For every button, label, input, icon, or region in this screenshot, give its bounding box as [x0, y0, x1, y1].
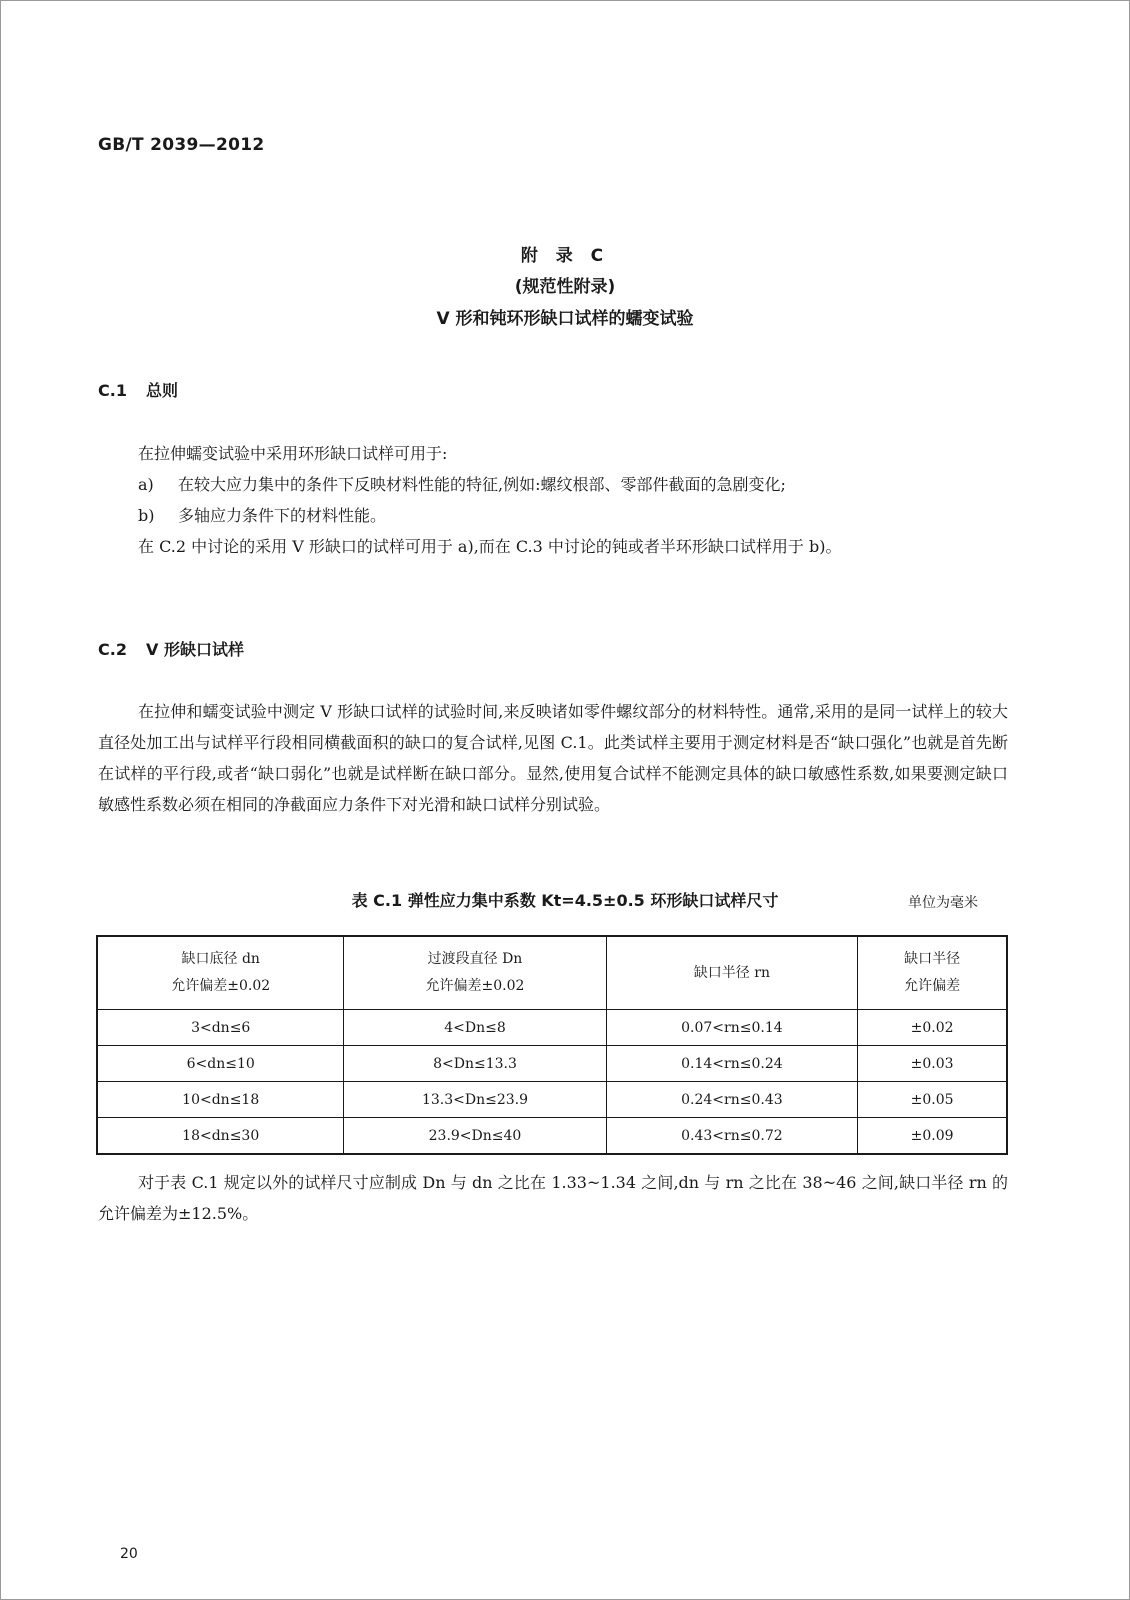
- table-cell: ±0.03: [858, 1046, 1007, 1082]
- header-notch-root-diameter: 缺口底径 dn 允许偏差±0.02: [97, 936, 344, 1010]
- list-text: 在较大应力集中的条件下反映材料性能的特征,例如:螺纹根部、零部件截面的急剧变化;: [178, 475, 786, 494]
- list-item-b: [138, 500, 1008, 531]
- header-radius-tolerance: 缺口半径 允许偏差: [858, 936, 1007, 1010]
- table-row: [97, 1046, 1007, 1082]
- table-cell: 0.24<rn≤0.43: [606, 1082, 858, 1118]
- section-title: 总则: [146, 381, 179, 400]
- page-number: 20: [120, 1546, 138, 1562]
- list-label: a): [138, 475, 154, 494]
- table-cell: 13.3<Dn≤23.9: [344, 1082, 606, 1118]
- table-cell: ±0.05: [858, 1082, 1007, 1118]
- paragraph-intro: 在拉伸蠕变试验中采用环形缺口试样可用于:: [138, 444, 448, 463]
- section-heading-c2: [98, 637, 244, 660]
- table-caption: 表 C.1 弹性应力集中系数 Kt=4.5±0.5 环形缺口试样尺寸: [351, 891, 779, 910]
- list-label: b): [138, 506, 155, 525]
- table-cell: 18<dn≤30: [97, 1118, 344, 1155]
- table-cell: 8<Dn≤13.3: [344, 1046, 606, 1082]
- section-number: C.2: [98, 640, 127, 659]
- table-cell: 4<Dn≤8: [344, 1010, 606, 1046]
- paragraph-c2: 在拉伸和蠕变试验中测定 V 形缺口试样的试验时间,来反映诸如零件螺纹部分的材料特性。通常,采用的是同一试样上的较大直径处加工出与试样平行段相同横截面积的缺口的复合试样,见图 C.1。此类试样主要用于测定材料是否“缺口强化”也就是首先断在试样的平行段,或者“缺口弱化”也就是试样断在缺口部分。显然,使用复合试样不能测定具体的缺口敏感性系数,如果要测定缺口敏感性系数必须在相同的净截面应力条件下对光滑和缺口试样分别试验。: [98, 702, 1008, 814]
- paragraph-c1-closing: 在 C.2 中讨论的采用 V 形缺口的试样可用于 a),而在 C.3 中讨论的钝或者半环形缺口试样用于 b)。: [138, 537, 842, 556]
- table-row: [97, 1082, 1007, 1118]
- table-cell: ±0.02: [858, 1010, 1007, 1046]
- list-item-a: [138, 469, 1008, 500]
- table-cell: 0.14<rn≤0.24: [606, 1046, 858, 1082]
- annex-title: 附 录 C: [520, 246, 610, 266]
- annex-heading: V 形和钝环形缺口试样的蠕变试验: [436, 309, 694, 329]
- table-cell: 10<dn≤18: [97, 1082, 344, 1118]
- section-title: V 形缺口试样: [146, 640, 244, 659]
- table-row: [97, 1118, 1007, 1155]
- standard-code: GB/T 2039—2012: [98, 135, 265, 155]
- table-cell: 3<dn≤6: [97, 1010, 344, 1046]
- header-transition-diameter: 过渡段直径 Dn 允许偏差±0.02: [344, 936, 606, 1010]
- table-row: [97, 1010, 1007, 1046]
- table-cell: 6<dn≤10: [97, 1046, 344, 1082]
- dimension-table: [96, 935, 1008, 1155]
- table-cell: 0.07<rn≤0.14: [606, 1010, 858, 1046]
- table-unit: 单位为毫米: [908, 895, 978, 911]
- list-text: 多轴应力条件下的材料性能。: [178, 506, 387, 525]
- table-cell: ±0.09: [858, 1118, 1007, 1155]
- table-cell: 0.43<rn≤0.72: [606, 1118, 858, 1155]
- section-heading-c1: [98, 378, 178, 401]
- annex-type: (规范性附录): [514, 277, 616, 297]
- table-header-row: [97, 936, 1007, 1010]
- paragraph-note: 对于表 C.1 规定以外的试样尺寸应制成 Dn 与 dn 之比在 1.33~1.34 之间,dn 与 rn 之比在 38~46 之间,缺口半径 rn 的允许偏差为±12.5%。: [98, 1173, 1008, 1223]
- section-number: C.1: [98, 381, 127, 400]
- header-notch-radius: 缺口半径 rn: [606, 936, 858, 1010]
- table-cell: 23.9<Dn≤40: [344, 1118, 606, 1155]
